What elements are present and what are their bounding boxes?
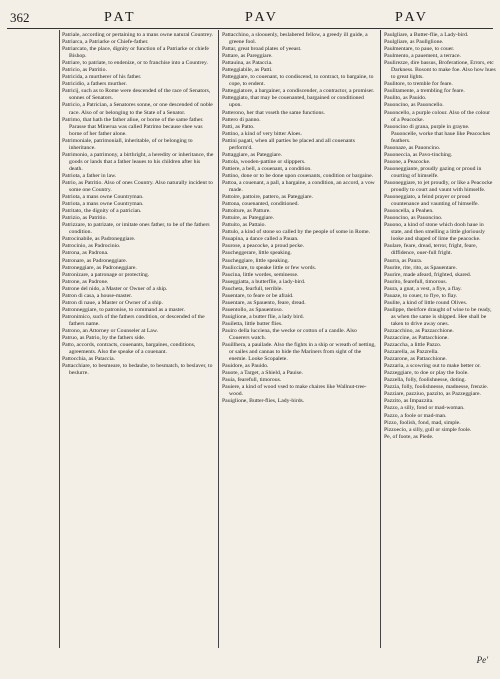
dictionary-entry: Pazzella, folly, foolishnesse, doting. [384,377,466,384]
page-gutter [0,30,58,650]
dictionary-entry: Pattulo, a kind of stone so called by the people of some in Rome. [222,229,371,236]
dictionary-entry: Patricida, a murtherer of his father. [62,74,142,81]
dictionary-entry: Paulitore, to tremble for feare. [384,81,453,88]
dictionary-entry: Paulmentare, to paue, to couer. [384,46,455,53]
dictionary-entry: Pe, of foote, as Piede. [384,433,434,440]
dictionary-entry: Pazzo, a silly, fond or mad-woman. [384,405,465,412]
dictionary-entry: Pauiletta, little butter flies. [222,320,283,327]
dictionary-entry: Pauiere, a kind of wood vsed to make chaires like Wallnut-tree-wood. [222,384,367,398]
dictionary-entry: Pazzito, as Impazzita. [384,398,434,405]
dictionary-entry: Pattoa, a couenant, a pall, a bargaine, a condition, an accord, a vow made. [222,179,375,194]
dictionary-entry: Pauidore, as Pauido. [222,363,269,370]
dictionary-entry: Pauoncino di grana, purple in grayne. Pauoncelle, worke that haue like Peacockes feathers. [384,123,491,144]
column-2 [222,32,377,648]
dictionary-entry: Pazzarone, as Pattacchione. [384,356,447,363]
dictionary-entry: Pizzo, foolish, fond, mad, simple. [384,419,461,426]
dictionary-entry: Paulare, feare, dread, terror, fright, feare, diffidence, ouer-full fright. [384,243,478,257]
dictionary-entry: Patrone del nido, a Master or Owner of a ship. [62,285,168,292]
dictionary-entry: Pattauina, as Pataccia. [222,60,273,67]
dictionary-entry: Patronneggiare, to patronise, to command as a master. [62,306,185,313]
dictionary-entry: Pazzacchino, as Pazzacchione. [384,327,454,334]
dictionary-entry: Pattar, great broad plates of yeeast. [222,46,302,53]
dictionary-entry: Paueggiatta, a butterflie, a lady-bird. [222,278,306,285]
dictionary-entry: Paurire, made afeard, frighted, skared. [384,271,472,278]
dictionary-entry: Patrimonio, a patrimony, a birthright, a heredity or inheritance, the goods or lands that a father leaues to his children after his death. [62,151,214,172]
dictionary-entry: Pauone, a Peacocke. [384,158,431,165]
dictionary-entry: Pauentare, as Spauento, feare, dread. [222,299,306,306]
dictionary-entry: Paulgliare, a Butter-flie, a Lady-bird. [384,32,469,38]
dictionary-entry: Pattacchino, a sloouenly, beslabered fellow, a greedy ill guide, a greene fool. [222,32,368,46]
column-3 [384,32,496,648]
dictionary-entry: Pattino, a kind of very bitter Aloes. [222,130,302,137]
dictionary-entry: Pattaggiare, as Pateggiare. [222,151,283,158]
dictionary-entry: Patriare, to patriate, to endenize, or to franchise into a Countrey. [62,60,208,67]
dictionary-entry: Pauoncino, as Pauoncino. [384,215,443,222]
dictionary-entry: Patricij, such as to Rome were descended of the race of Senators, sonnes of Senators. [62,88,211,102]
dictionary-entry: Pauoneggiante, proudly gazing or proud in courting of himselfe. [384,165,482,179]
dictionary-entry: Pazzia, folly, foolishnesse, madnesse, frenzie. [384,384,489,391]
dictionary-entry: Paulgliare, as Paullglione. [384,39,444,46]
dictionary-entry: Pauia, fearefull, timorous. [222,377,282,384]
dictionary-entry: Pauiglione, a butter flie, a lady bird. [222,313,304,320]
dictionary-entry: Patrocinabile, as Padroneggiare. [62,236,136,243]
header-rule [7,28,493,29]
dictionary-entry: Paurite, rite, rito, as Spauentare. [384,264,457,271]
dictionary-entry: Pattare, as Pareggiare. [222,53,273,60]
dictionary-entry: Pauiro della lucciena, the wecke or cotton of a candle. Also Couerers watch. [222,327,357,342]
dictionary-entry: Pauaze, to couer, to flye, to flay. [384,292,458,299]
running-headword-1: PAT [104,10,137,25]
dictionary-entry: Pattola, wooden-pattine or slipppers. [222,158,306,165]
dictionary-entry: Pauoneggiato, a feind prayer or proud countenance and vaunting of himselfe. [384,194,479,208]
dictionary-entry: Pattuito, as Pattaio. [222,222,266,229]
dictionary-entry: Pattuire, as Pateggiare. [222,215,275,222]
dictionary-entry: Patrizzare, to patrizate, or imitate ones father, to be of the fathers condition. [62,222,210,236]
dictionary-entry: Patrone, as Padrone. [62,278,109,285]
dictionary-entry: Patriota, a mans owne Countryman. [62,201,144,208]
dictionary-entry: Patrizio, as Patritio. [62,215,107,222]
dictionary-entry: Pattiere, a bell, a couenant, a condition. [222,165,312,172]
column-1 [62,32,214,648]
dictionary-entry: Pauiglione, Butter-flies, Lady-birds. [222,398,305,405]
dictionary-entry: Patronizare, a patronage or protecting. [62,271,150,278]
dictionary-entry: Patto, accords, contracts, couenants, bargaines, conditions, agreements. Also the speake of a couenant. [62,342,196,356]
catchword: Pe' [476,655,488,665]
dictionary-entry: Patteggiabile, as Patti. [222,67,273,74]
dictionary-entry: Patterono, her that vsseth the same functions. [222,109,325,116]
running-headword-2: PAV [245,10,279,25]
dictionary-entry: Patrocinio, as Padrocinio. [62,243,121,250]
dictionary-entry: Pazzaria, a scowring out to make better or. [384,363,481,370]
dictionary-entry: Pauote, a Target, a Shield, a Pauise. [222,370,303,377]
dictionary-entry: Pazzeggiare, to doe or play the foole. [384,370,469,377]
dictionary-entry: Pauoncello, a purple colour. Also of the colour of a Peacocke. [384,109,490,123]
page-number: 362 [10,10,30,25]
dictionary-entry: Patrono, an Attorney or Counseler at Law. [62,327,158,334]
dictionary-entry: Patriota, a mans owne Countryman. [62,194,144,201]
dictionary-entry: Patroneggiare, as Padroneggiare. [62,264,137,271]
dictionary-entry: Paulirezze, dire bassus, Broferatione, Errors, etc Darkness. Bosont to make foe. Also how hues to great lights. [384,60,496,81]
dictionary-entry: Patrimoniale, patrimoniall, inheritable, of or belonging to inheritance. [62,137,193,151]
dictionary-entry: Pattini pagati, when all parties be placed and all couenants perform'd. [222,137,355,151]
dictionary-entry: Pazzo, a foole or mad-man. [384,412,447,419]
dictionary-entry: Patriota, a father in law. [62,172,117,179]
dictionary-entry: Patron di naue, a Master or Owner of a ship. [62,299,163,306]
dictionary-entry: Patron di casa, a house-master. [62,292,133,299]
dictionary-entry: Pattacchiare, to besmeare, to bedaube, to besmatch, to beslaver, to beslurre. [62,363,213,377]
dictionary-entry: Pauentollo, as Spauentoso. [222,306,283,313]
dictionary-entry: Pizzoecio, a silly, gull or simple foole. [384,426,472,433]
running-headword-3: PAV [395,10,429,25]
dictionary-entry: Patrona, as Padrona. [62,250,109,257]
dictionary-entry: Pauillhera, a pauilade. Also the fights in a ship or wreath of netting, or sailes and cannas to hide the Mariners from sight of the enemie. Looke Scopalete. [222,342,376,363]
dictionary-entry: Patti, as Patto. [222,123,255,130]
dictionary-entry: Patteggiatore, a bargainer, a condiscender, a contractor, a promiser. [222,88,375,95]
dictionary-entry: Pattino, done or to be done upon couenants, condition or bargaine. [222,172,374,179]
dictionary-entry: Pattoire, pattoire, pattero, as Pateggiare. [222,194,313,201]
dictionary-entry: Paulite, a kind of little round Olives. [384,299,468,306]
dictionary-entry: Paulicciare, to speake little or few words. [222,264,317,271]
dictionary-entry: Patritato, the dignity of a patrician. [62,208,142,215]
column-divider-right [380,30,381,648]
dictionary-entry: Pazzaccha, a little Pazzo. [384,342,442,349]
dictionary-entry: Paulitamente, a trembling for feare. [384,88,465,95]
page-header [0,0,500,28]
dictionary-entry: Patrio, as Patritio. Also of ones Country. Also naturally incident to some one Country. [62,179,213,194]
dictionary-entry: Pauonaze, as Pauoncino. [384,144,441,151]
dictionary-entry: Pauoneccia, as Pavo-tinching. [384,151,453,158]
dictionary-entry: Patricidio, a fathers murther. [62,81,127,88]
dictionary-entry: Pauoncella, a Peahen. [384,208,434,215]
dictionary-entry: Pattocchia, as Pataccia. [62,356,116,363]
dictionary-entry: Pattero di panno. [222,116,261,123]
dictionary-entry: Paucheggiare, little speaking. [222,257,289,264]
dictionary-entry: Paulippe, theirfore draught of wine to be ready, as when the same is shipped. Hee shall be taken to drive away ones. [384,306,492,327]
dictionary-entry: Paurito, fearefull, timorous. [384,278,448,285]
column-divider-middle [218,30,219,648]
dictionary-entry: Patricio, as Patritio. [62,67,107,74]
dictionary-entry: Paucina, little wordes, seminesse. [222,271,299,278]
dictionary-entry: Patteggiato, that may be couenanted, bargained or conditioned upon. [222,95,364,109]
dictionary-entry: Paulmento, a pauement, a terrace. [384,53,461,60]
dictionary-entry: Patricio, a Patrician, a Senatores sonne, or one descended of noble race. Also of or belonging to the State of a Senator. [62,102,213,116]
dictionary-entry: Patriale, according or pertaining to a mans owne natural Countrey. [62,32,214,38]
dictionary-entry: Paucheggerare, little speaking. [222,250,292,257]
dictionary-entry: Pattona, couenanted, conditioned. [222,201,299,208]
dictionary-entry: Pazzarella, as Pazzrella. [384,349,439,356]
dictionary-entry: Patrimo, that hath the father aliue, or borne of the same father. Parasse that Minerua was called Patrimo because shee was borne of her father alone. [62,116,204,137]
dictionary-entry: Patriarca, a Patriarke or Chiefe-father. [62,39,149,46]
dictionary-entry: Pauoncino, as Pauoncello. [384,102,444,109]
dictionary-entry: Pauentare, to feare or be afraid. [222,292,294,299]
dictionary-entry: Pauapina, a dance called a Pauan. [222,236,299,243]
dictionary-entry: Pattoiture, as Patture. [222,208,271,215]
dictionary-entry: Paurose, a peacocke, a proud pecke. [222,243,305,250]
dictionary-entry: Patronimico, such of the fathers condition, or descended of the fathers name. [62,313,205,327]
dictionary-entry: Patronare, as Padroneggiare. [62,257,128,264]
dictionary-entry: Paulito, as Pauido. [384,95,427,102]
dictionary-entry: Pauono, a kind of stone which dooh haue in state, and then smelling a little gloriously looke and shaped of lime the peacocke. [384,222,485,243]
dictionary-entry: Pazzaccine, as Pattacchione. [384,335,449,342]
dictionary-entry: Patteggiare, to couenant, to condiscend, to contract, to bargaine, to cope, to endent. [222,74,374,88]
dictionary-entry: Patriarcato, the place, dignity or function of a Patriarke or chiefe Bishop. [62,46,209,60]
dictionary-entry: Pazziare, pazziuo, pazzito, as Pazzeggiare. [384,391,481,398]
dictionary-entry: Paurra, as Paura. [384,257,423,264]
dictionary-entry: Patruo, as Patrio, by the fathers side. [62,335,146,342]
column-divider-left [59,30,60,648]
dictionary-entry: Pauoneggiare, to jet proudly, or like a Peacocke proudly to court and vaunt with himselfe. [384,179,493,194]
dictionary-entry: Paucheta, fearfull, terrible. [222,285,283,292]
dictionary-entry: Paura, a gnat, a vest, a flye, a flay. [384,285,462,292]
